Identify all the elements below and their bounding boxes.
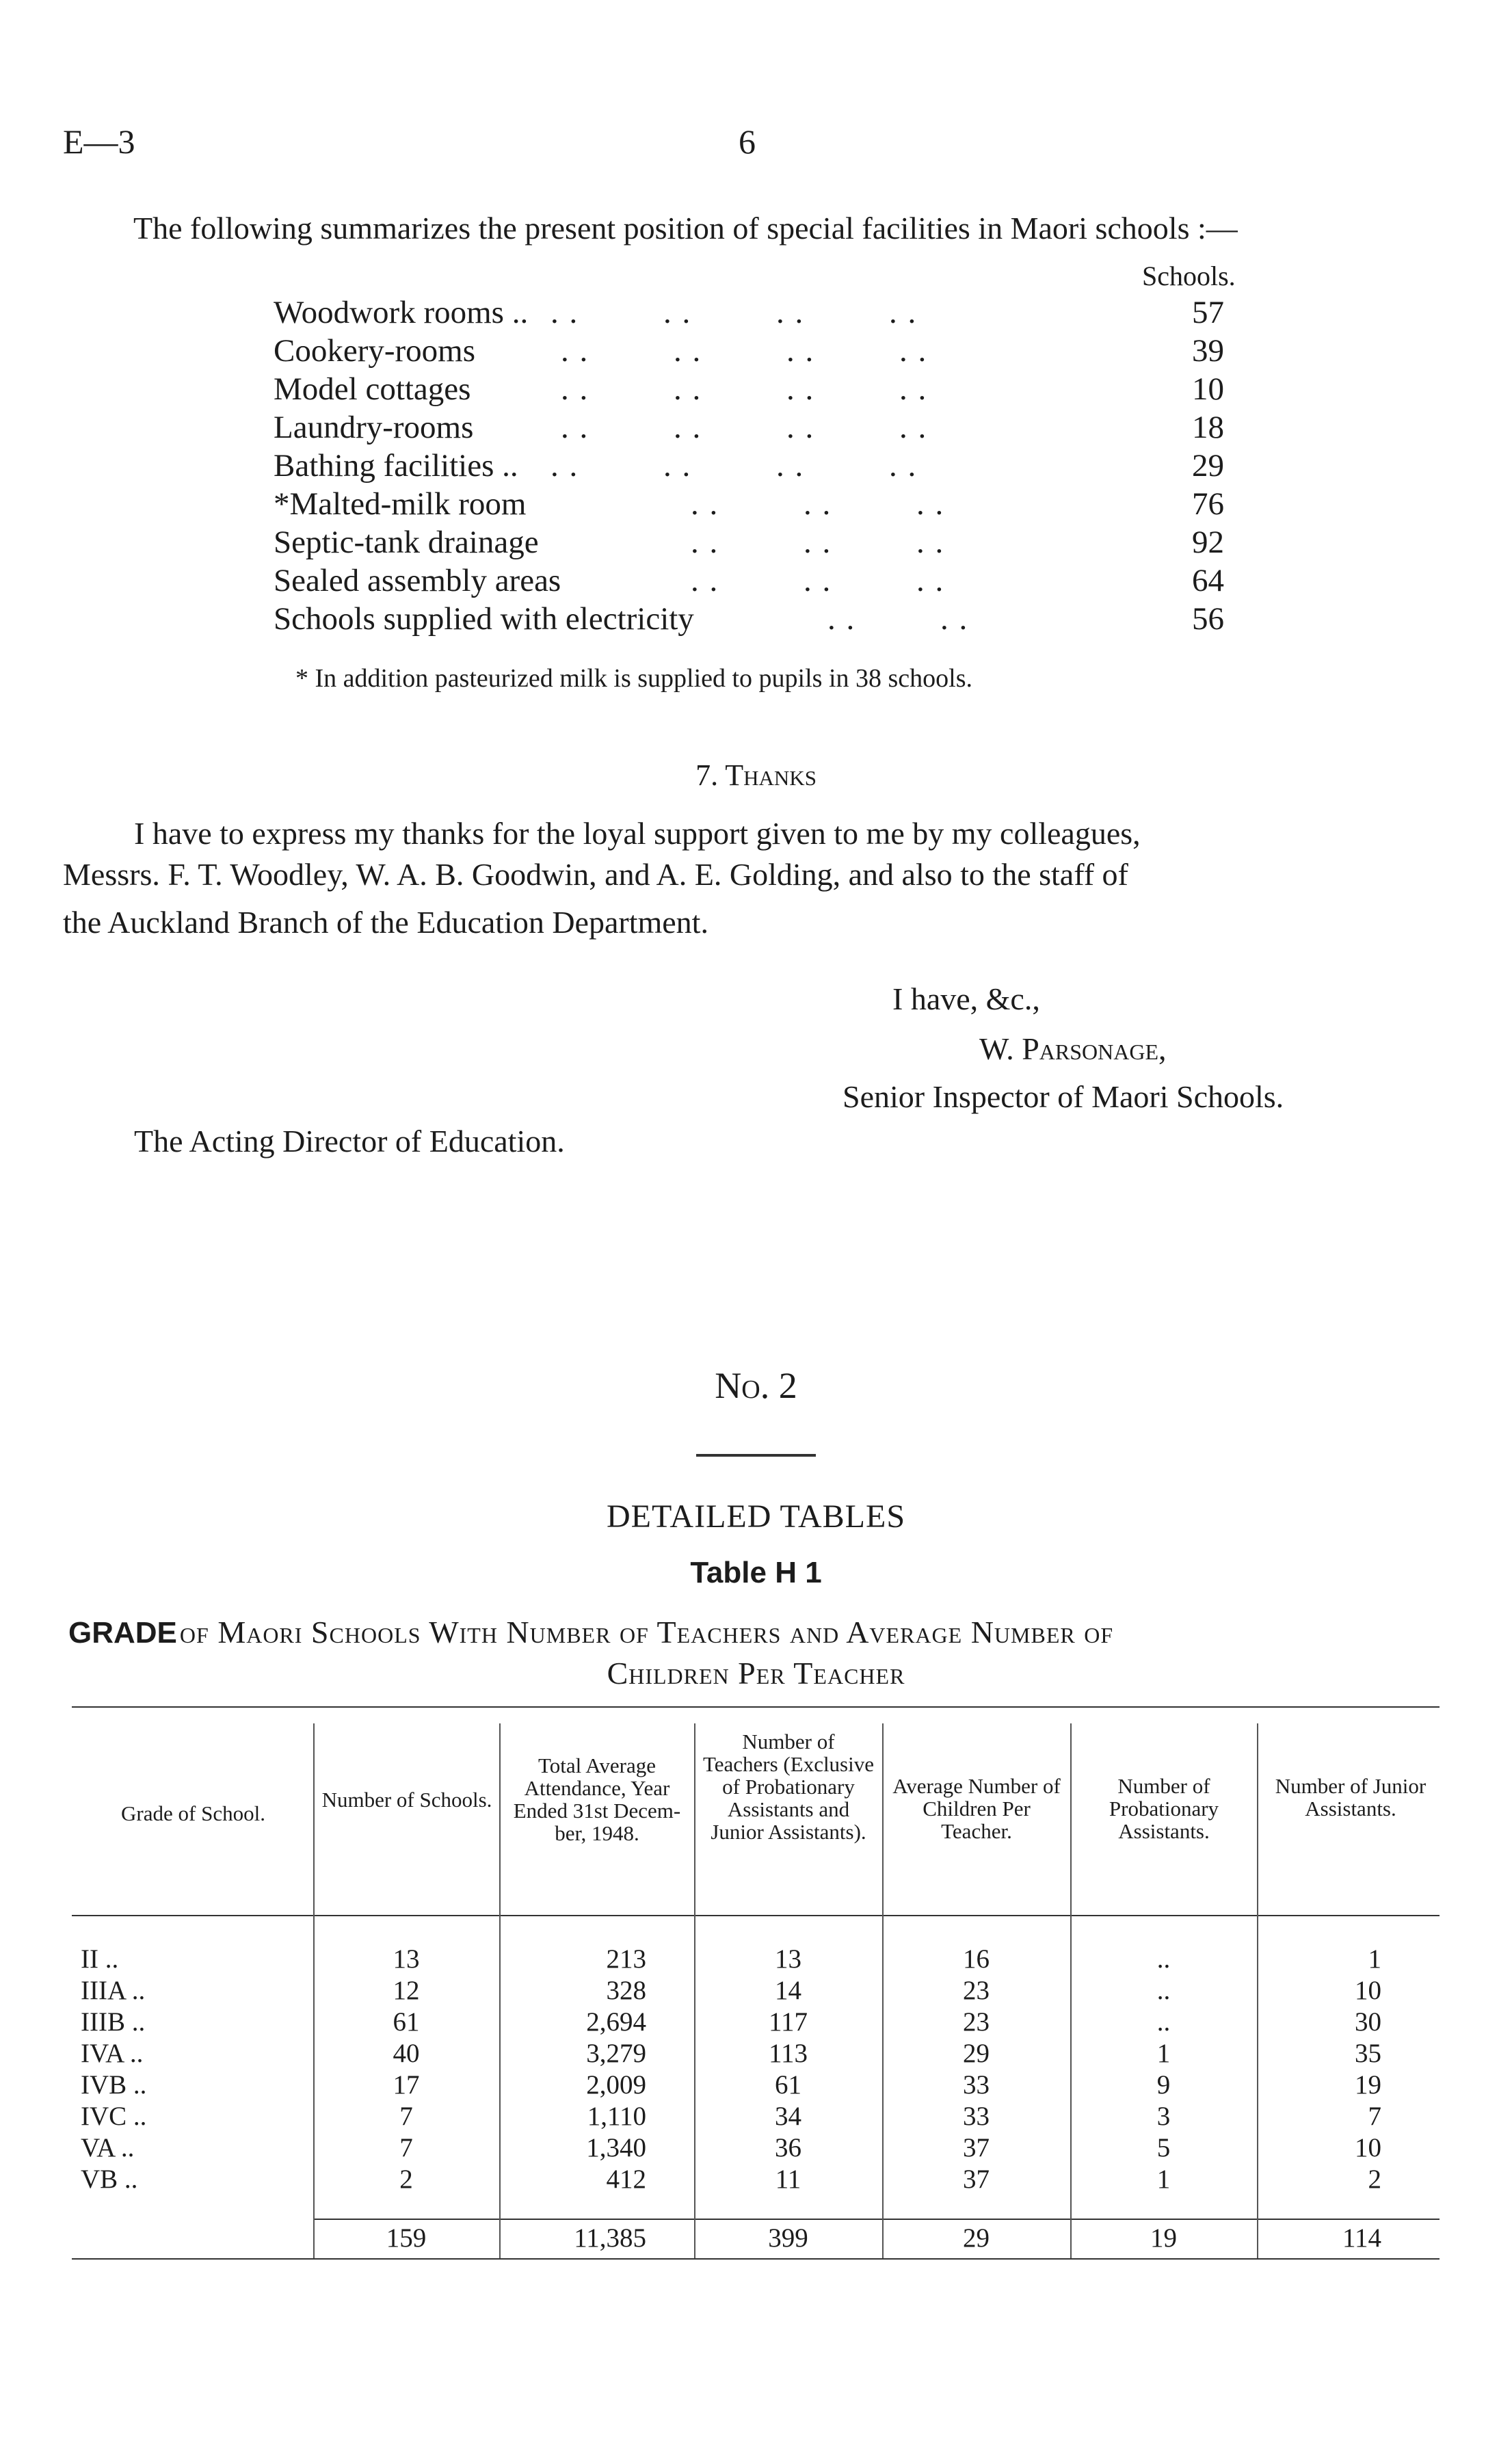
facility-label: Cookery-rooms (274, 333, 476, 369)
leader-dots: . . . . . . (691, 525, 945, 560)
cell-attendance: 1,110 (587, 2102, 646, 2131)
cell-probationary: 1 (1156, 2165, 1171, 2194)
table-id: Table H 1 (690, 1556, 822, 1589)
facility-label: Woodwork rooms .. (274, 295, 529, 330)
thanks-line-1: I have to express my thanks for the loyal support given to me by my colleagues, (134, 816, 1141, 851)
cell-probationary: 1 (1156, 2039, 1171, 2068)
cell-average: 29 (963, 2039, 990, 2068)
header-junior: Number of Junior Assistants. (1275, 1774, 1427, 1821)
cell-grade: IVC .. (81, 2102, 147, 2131)
header-grade: Grade of School. (121, 1801, 265, 1825)
cell-junior: 10 (1355, 2133, 1381, 2162)
cell-teachers: 14 (775, 1976, 801, 2005)
table-top-rule (72, 1706, 1440, 1708)
cell-teachers: 36 (775, 2133, 801, 2162)
cell-average: 23 (963, 1976, 990, 2005)
header-schools: Number of Schools. (321, 1788, 492, 1812)
total-teachers: 399 (768, 2223, 808, 2253)
facilities-footnote: * In addition pasteurized milk is supplied to pupils in 38 schools. (295, 664, 973, 693)
signatory-title: Senior Inspector of Maori Schools. (843, 1079, 1284, 1114)
cell-attendance: 213 (606, 1944, 646, 1974)
cell-teachers: 11 (775, 2165, 801, 2194)
cell-teachers: 34 (775, 2102, 801, 2131)
total-attendance: 11,385 (574, 2223, 646, 2253)
cell-probationary: 9 (1156, 2070, 1171, 2100)
facility-value: 18 (1192, 410, 1224, 445)
cell-probationary: 3 (1156, 2102, 1171, 2131)
cell-teachers: 61 (775, 2070, 801, 2100)
thanks-line-3: the Auckland Branch of the Education Department. (63, 905, 708, 940)
cell-schools: 17 (393, 2070, 420, 2100)
cell-schools: 2 (399, 2165, 413, 2194)
facility-value: 39 (1192, 333, 1224, 369)
cell-probationary: 5 (1156, 2133, 1171, 2162)
page-number: 6 (739, 122, 756, 161)
addressee: The Acting Director of Education. (134, 1124, 565, 1159)
facility-row (274, 409, 1238, 448)
cell-attendance: 328 (606, 1976, 646, 2005)
facility-row (274, 524, 1238, 563)
thanks-heading: 7. Thanks (695, 758, 817, 792)
facility-row (274, 294, 1238, 333)
facility-label: Laundry-rooms (274, 410, 474, 445)
cell-grade: II .. (81, 1944, 119, 1974)
facility-label: Model cottages (274, 371, 471, 407)
cell-schools: 12 (393, 1976, 420, 2005)
cell-teachers: 13 (775, 1944, 801, 1974)
facility-label: Schools supplied with electricity (274, 601, 694, 637)
cell-average: 23 (963, 2007, 990, 2037)
cell-schools: 61 (393, 2007, 420, 2037)
header-probationary: Number of Probationary Assistants. (1109, 1774, 1219, 1843)
cell-grade: VB .. (81, 2165, 138, 2194)
facility-row (274, 562, 1238, 601)
signatory-name: W. Parsonage, (979, 1031, 1167, 1066)
facility-value: 56 (1192, 601, 1224, 637)
cell-grade: IIIB .. (81, 2007, 146, 2037)
table-totals-rule (313, 2219, 1440, 2220)
table-bottom-rule (72, 2258, 1440, 2260)
facility-value: 57 (1192, 295, 1224, 330)
facilities-intro: The following summarizes the present position of special facilities in Maori schools :— (133, 211, 1238, 246)
table-caption-lead: GRADE (68, 1616, 177, 1650)
cell-average: 37 (963, 2133, 990, 2162)
facility-row (274, 332, 1238, 371)
cell-junior: 35 (1355, 2039, 1381, 2068)
total-junior: 114 (1342, 2223, 1381, 2253)
leader-dots: . . . . . . . . (561, 333, 928, 369)
cell-teachers: 117 (768, 2007, 808, 2037)
cell-schools: 7 (399, 2133, 413, 2162)
cell-grade: IIIA .. (81, 1976, 146, 2005)
facility-value: 92 (1192, 525, 1224, 560)
cell-attendance: 1,340 (586, 2133, 646, 2162)
cell-junior: 7 (1368, 2102, 1381, 2131)
table-caption-line-1 (68, 1614, 1113, 1650)
cell-junior: 10 (1355, 1976, 1381, 2005)
facility-label: Sealed assembly areas (274, 563, 561, 598)
facility-row (274, 600, 1238, 639)
facility-label: Septic-tank drainage (274, 525, 539, 560)
closing-line: I have, &c., (892, 981, 1040, 1016)
table-caption-line-2: Children Per Teacher (607, 1656, 905, 1691)
total-schools: 159 (386, 2223, 427, 2253)
cell-probationary: .. (1156, 1944, 1171, 1974)
leader-dots: . . . . . . . . (551, 295, 918, 330)
cell-probationary: .. (1156, 2007, 1171, 2037)
cell-average: 37 (963, 2165, 990, 2194)
cell-teachers: 113 (768, 2039, 808, 2068)
leader-dots: . . . . . . . . (561, 371, 928, 407)
header-teachers: Number of Teachers (Exclusive of Probationary Assistants and Junior Assistants). (702, 1730, 874, 1844)
cell-probationary: .. (1156, 1976, 1171, 2005)
header-average: Average Number of Children Per Teacher. (892, 1774, 1061, 1843)
cell-attendance: 2,009 (586, 2070, 646, 2100)
cell-grade: IVA .. (81, 2039, 144, 2068)
total-probationary: 19 (1150, 2223, 1177, 2253)
schools-column-label: Schools. (1142, 261, 1236, 291)
cell-junior: 30 (1355, 2007, 1381, 2037)
page-reference: E—3 (63, 122, 135, 161)
leader-dots: . . . . . . . . (561, 410, 928, 445)
facility-value: 10 (1192, 371, 1224, 407)
leader-dots: . . . . . . . . (551, 448, 918, 484)
cell-schools: 7 (399, 2102, 413, 2131)
cell-junior: 19 (1355, 2070, 1381, 2100)
facility-label: Bathing facilities .. (274, 448, 518, 484)
cell-average: 33 (963, 2070, 990, 2100)
cell-schools: 13 (393, 1944, 420, 1974)
section-divider (696, 1454, 816, 1457)
leader-dots: . . . . . . (691, 563, 945, 598)
facility-value: 64 (1192, 563, 1224, 598)
header-attendance: Total Average Attendance, Year Ended 31st Decem- ber, 1948. (513, 1753, 681, 1845)
cell-grade: IVB .. (81, 2070, 147, 2100)
facility-value: 29 (1192, 448, 1224, 484)
facility-row (274, 447, 1238, 486)
cell-junior: 2 (1368, 2165, 1381, 2194)
section-number: No. 2 (715, 1365, 797, 1406)
facility-label: *Malted-milk room (274, 486, 527, 522)
facility-row (274, 371, 1238, 410)
total-average: 29 (963, 2223, 990, 2253)
cell-average: 16 (963, 1944, 990, 1974)
cell-attendance: 3,279 (586, 2039, 646, 2068)
leader-dots: . . . . . . (691, 486, 945, 522)
cell-average: 33 (963, 2102, 990, 2131)
table-caption-text: of Maori Schools With Number of Teachers and Average Number of (179, 1615, 1114, 1650)
cell-junior: 1 (1368, 1944, 1381, 1974)
table-header-rule (72, 1915, 1440, 1916)
cell-attendance: 2,694 (586, 2007, 646, 2037)
facility-value: 76 (1192, 486, 1224, 522)
detailed-tables-heading: DETAILED TABLES (606, 1498, 906, 1535)
facility-row (274, 486, 1238, 525)
thanks-line-2: Messrs. F. T. Woodley, W. A. B. Goodwin, and A. E. Golding, and also to the staff of (63, 857, 1128, 892)
cell-schools: 40 (393, 2039, 420, 2068)
cell-attendance: 412 (606, 2165, 646, 2194)
leader-dots: . . . . (827, 601, 969, 637)
cell-grade: VA .. (81, 2133, 135, 2162)
